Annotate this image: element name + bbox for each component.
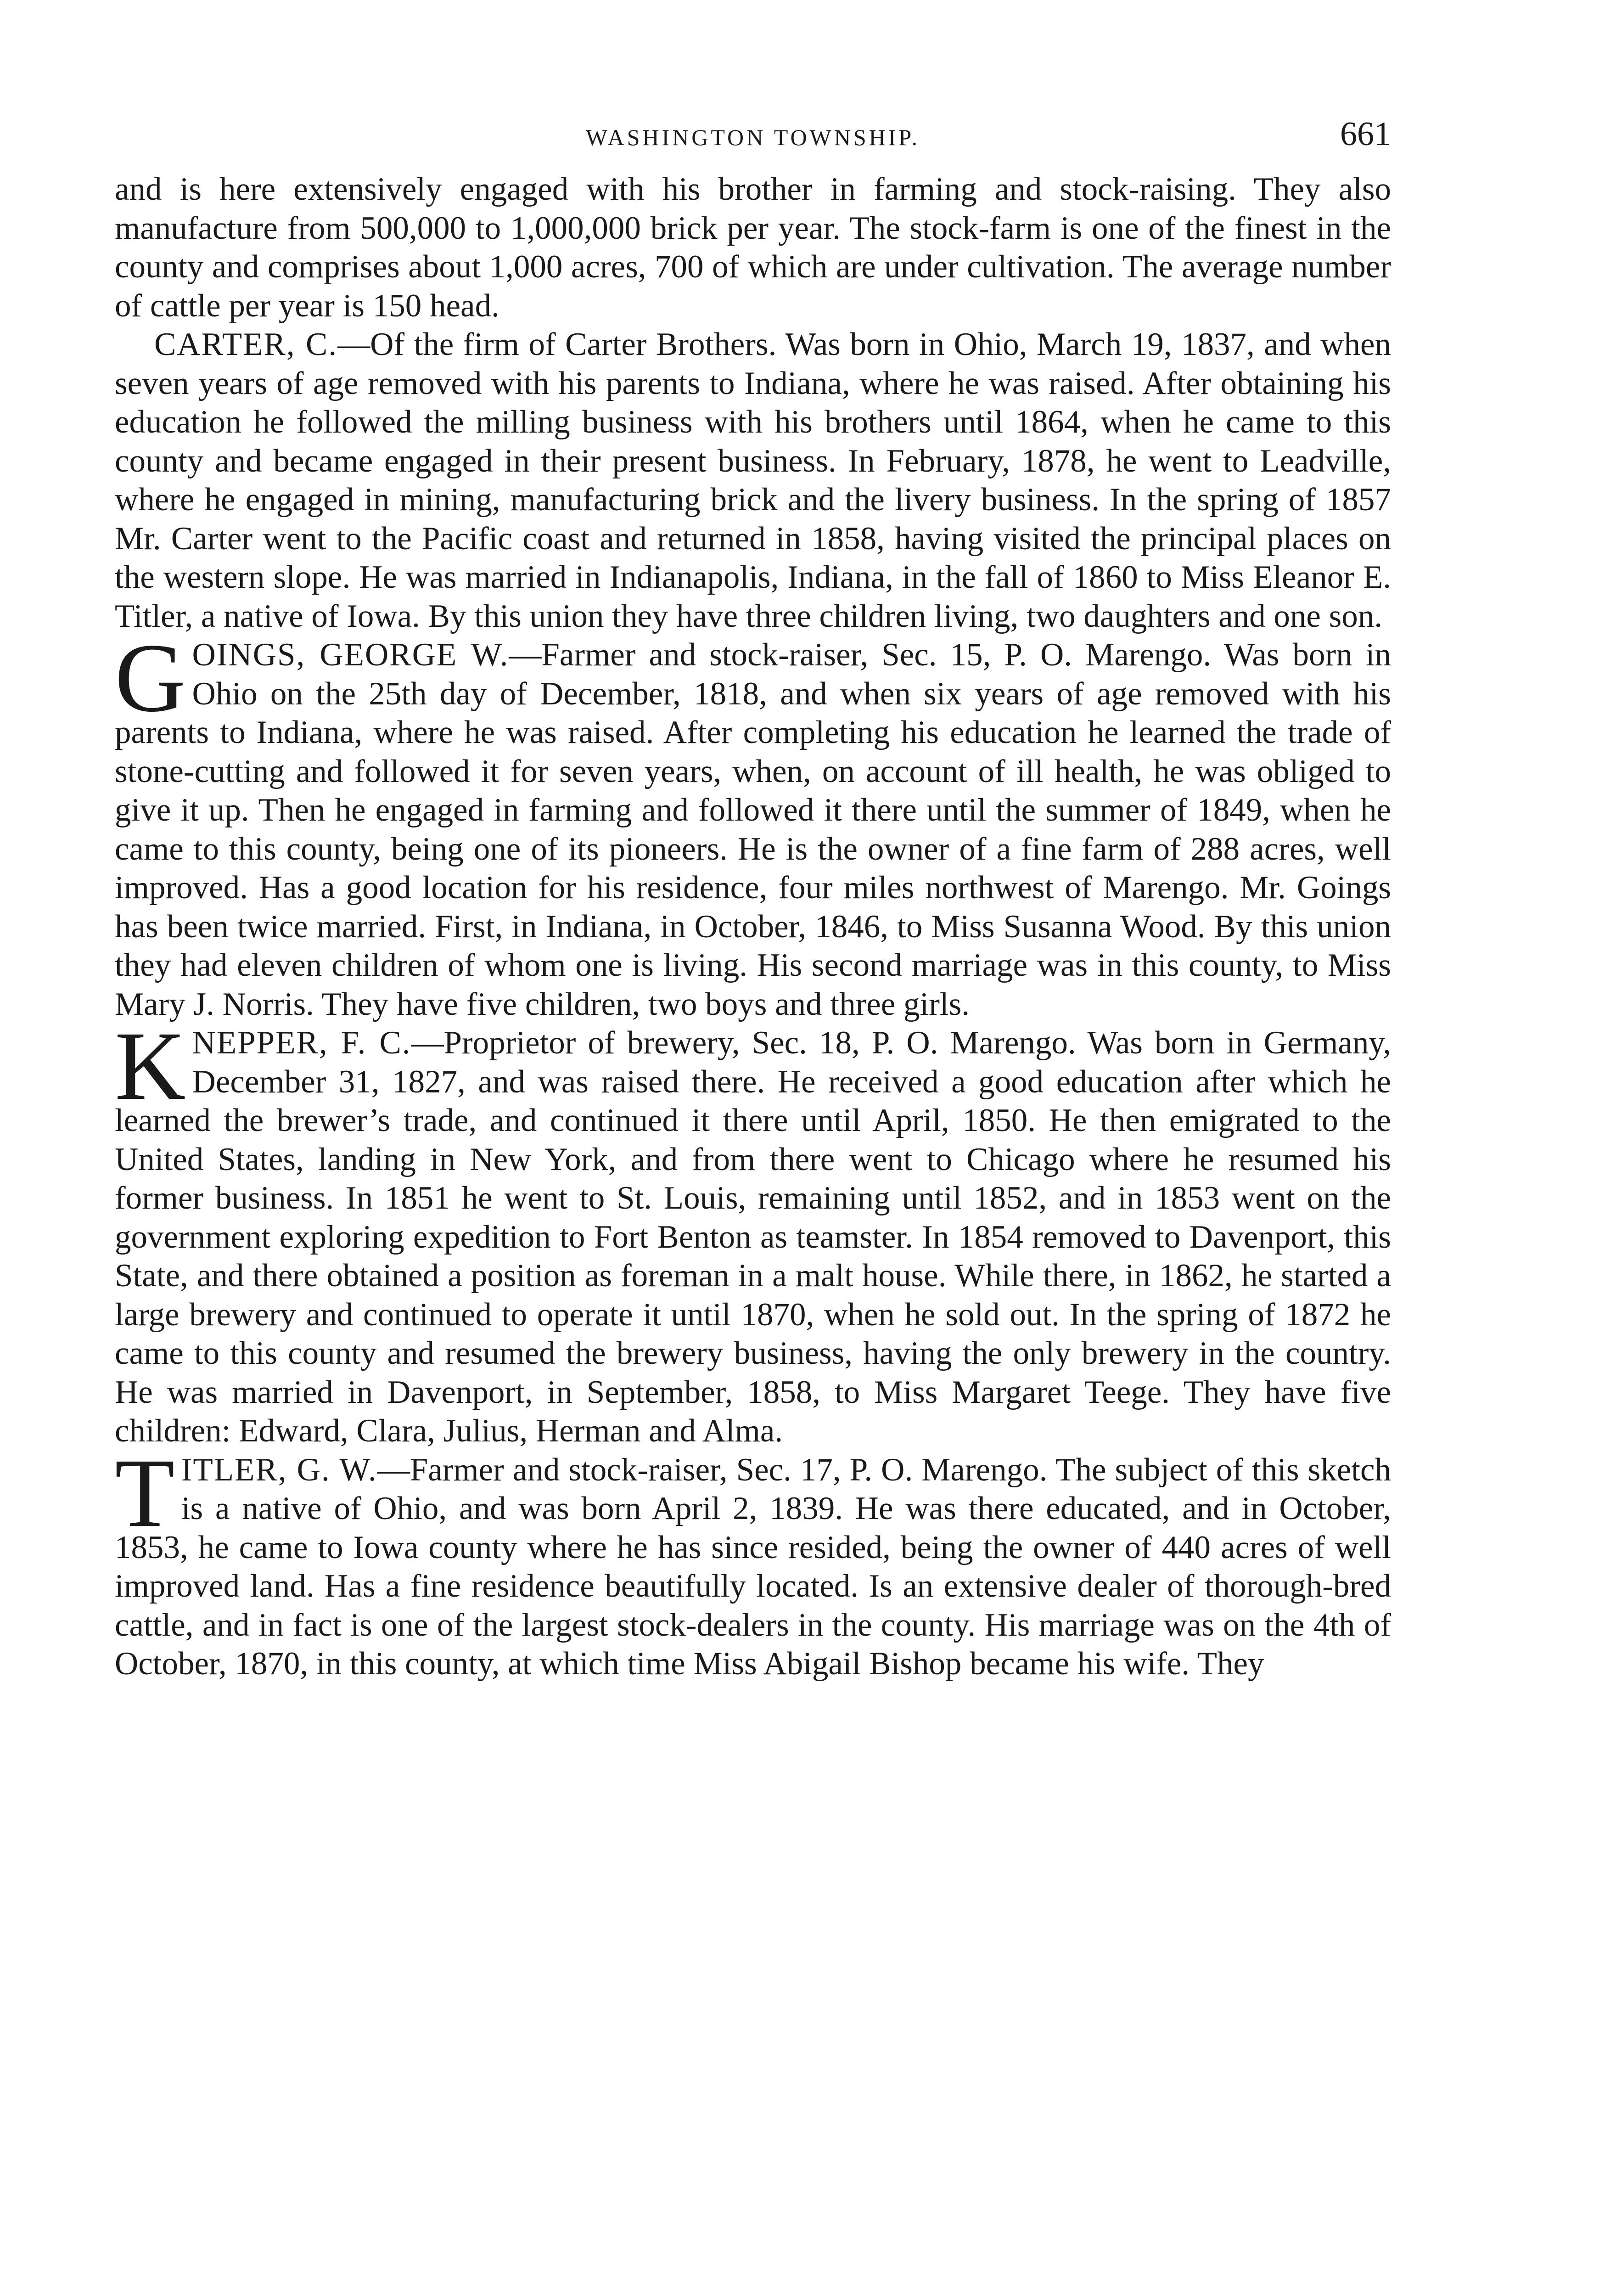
entry-titler xyxy=(115,1438,1391,1683)
entry-text: —Farmer and stock-raiser, Sec. 15, P. O. Marengo. Was born in Ohio on the 25th day of December, 1818, and when six years of age removed with his parents to Indiana, where he was raised. After completing his education he learned the trade of stone-cutting and followed it for seven years, when, on account of ill health, he was obliged to give it up. Then he engaged in farming and followed it there until the summer of 1849, when he came to this county, being one of its pioneers. He is the owner of a fine farm of 288 acres, well improved. Has a good location for his residence, four miles northwest of Marengo. Mr. Goings has been twice married. First, in Indiana, in October, 1846, to Miss Susanna Wood. By this union they had eleven children of whom one is living. His second marriage was in this county, to Miss Mary J. Norris. They have five children, two boys and three girls. xyxy=(115,637,1391,1022)
entry-text: —Farmer and stock-raiser, Sec. 17, P. O. Marengo. The subject of this sketch is a native of Ohio, and was born April 2, 1839. He was there educated, and in October, 1853, he came to Iowa county where he has since resided, being the owner of 440 acres of well improved land. Has a fine residence beautifully located. Is an extensive dealer of thorough-bred cattle, and in fact is one of the largest stock-dealers in the county. His marriage was on the 4th of October, 1870, in this county, at which time Miss Abigail Bishop became his wife. They xyxy=(115,1452,1391,1682)
entry-name: OINGS, GEORGE W. xyxy=(192,637,509,673)
entry-name: CARTER, C. xyxy=(154,326,338,362)
running-title: WASHINGTON TOWNSHIP. xyxy=(585,124,920,150)
page-body xyxy=(115,170,1391,1683)
entry-text: —Proprietor of brewery, Sec. 18, P. O. Marengo. Was born in Germany, December 31, 1827, and was raised there. He received a good education after which he learned the brewer’s trade, and continued it there until April, 1850. He then emigrated to the United States, landing in New York, and from there went to Chicago where he resumed his former business. In 1851 he went to St. Louis, remaining until 1852, and in 1853 went on the government exploring expedition to Fort Benton as teamster. In 1854 removed to Davenport, this State, and there obtained a position as foreman in a malt house. While there, in 1862, he started a large brewery and continued to operate it until 1870, when he sold out. In the spring of 1872 he came to this county and resumed the brewery business, having the only brewery in the country. He was married in Davenport, in September, 1858, to Miss Margaret Teege. They have five children: Edward, Clara, Julius, Herman and Alma. xyxy=(115,1025,1391,1449)
entry-goings xyxy=(115,624,1391,1024)
drop-cap: K xyxy=(115,1012,186,1120)
entry-name: ITLER, G. W. xyxy=(181,1452,377,1488)
entry-name: NEPPER, F. C. xyxy=(192,1025,411,1061)
page-number: 661 xyxy=(1340,115,1391,153)
book-page xyxy=(115,115,1391,1683)
entry-knepper xyxy=(115,1012,1391,1451)
entry-carter xyxy=(115,325,1391,636)
drop-cap: T xyxy=(115,1438,175,1548)
continuation-paragraph: and is here extensively engaged with his brother in farming and stock-raising. They also manufacture from 500,000 to 1,000,000 brick per year. The stock-farm is one of the finest in the county and comprises about 1,000 acres, 700 of which are under cultivation. The average number of cattle per year is 150 head. xyxy=(115,171,1391,324)
running-header xyxy=(115,115,1391,170)
entry-text: —Of the firm of Carter Brothers. Was born in Ohio, March 19, 1837, and when seven years of age removed with his parents to Indiana, where he was raised. After obtaining his education he followed the milling business with his brothers until 1864, when he came to this county and became engaged in their present business. In February, 1878, he went to Leadville, where he engaged in mining, manufacturing brick and the livery business. In the spring of 1857 Mr. Carter went to the Pacific coast and returned in 1858, having visited the principal places on the western slope. He was married in Indianapolis, Indiana, in the fall of 1860 to Miss Eleanor E. Titler, a native of Iowa. By this union they have three children living, two daughters and one son. xyxy=(115,326,1391,634)
drop-cap: G xyxy=(115,624,186,732)
